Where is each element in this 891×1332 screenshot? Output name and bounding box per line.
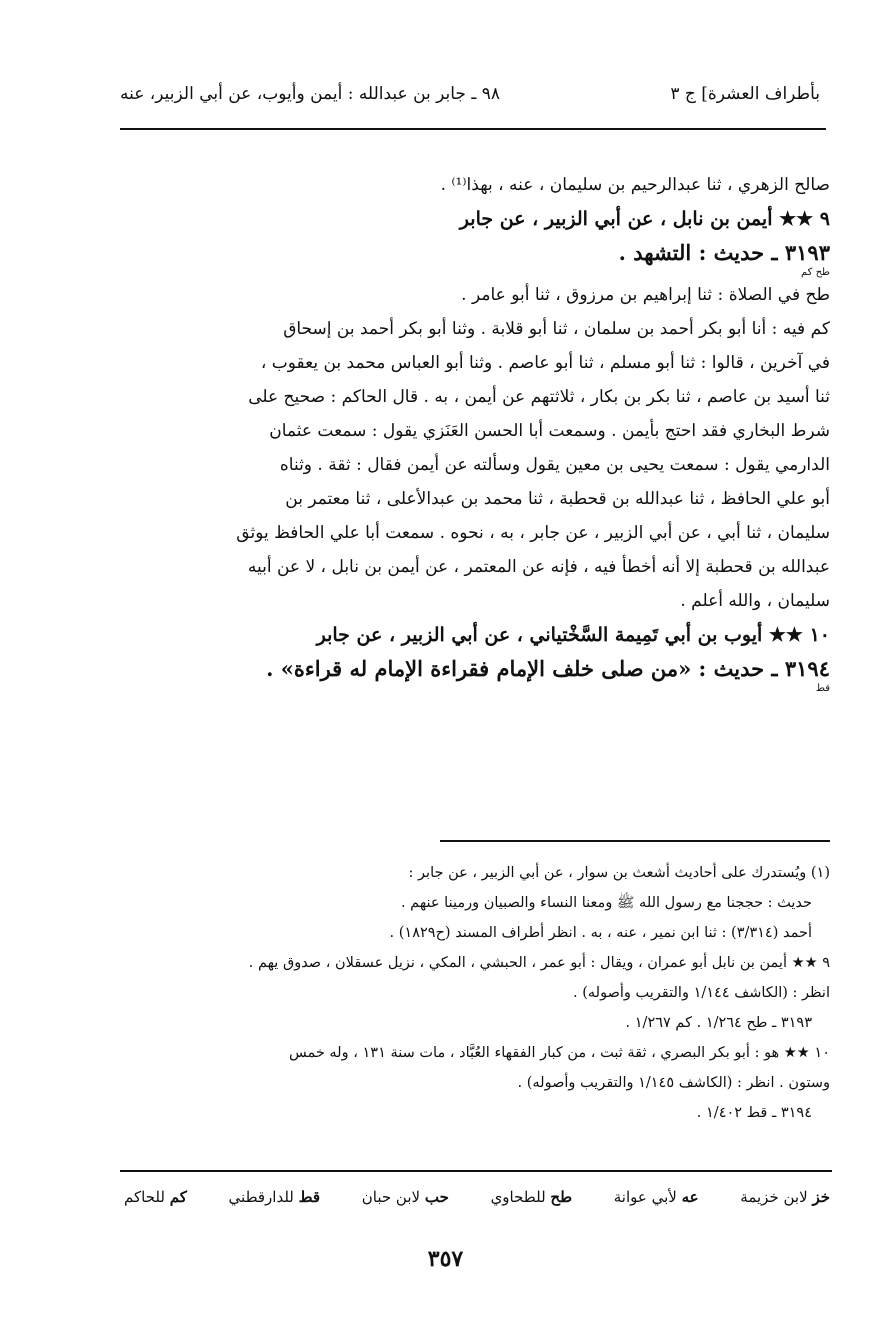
text-line: شرط البخاري فقد احتج بأيمن . وسمعت أبا الحسن العَنَزي يقول : سمعت عثمان [269,421,830,441]
header-divider [120,128,826,130]
text-line: أبو علي الحافظ ، ثنا عبدالله بن قحطبة ، ثنا محمد بن عبدالأعلى ، ثنا معتمر بن [285,489,830,509]
footnote-line: انظر : (الكاشف ١/١٤٤ والتقريب وأصوله) . [573,985,830,1001]
running-header [120,74,820,114]
hadith-3194: ٣١٩٤ ـ حديث : «من صلى خلف الإمام فقراءة الإمام له قراءة» . [266,656,830,681]
source-codes: طح كم [800,267,830,278]
abbreviation-legend [124,1188,830,1206]
footnotes [124,858,830,1128]
source-codes: قط [815,683,830,694]
text-line: طح في الصلاة : ثنا إبراهيم بن مرزوق ، ثنا أبو عامر . [461,285,830,305]
text-line: كم فيه : أنا أبو بكر أحمد بن سلمان ، ثنا أبو قلابة . وثنا أبو بكر أحمد بن إسحاق [283,319,830,339]
narrator-heading-10: ١٠ ★★ أيوب بن أبي تَمِيمة السَّخْتياني ، عن أبي الزبير ، عن جابر [316,624,830,646]
text-line: سليمان ، ثنا أبي ، عن أبي الزبير ، عن جابر ، به ، نحوه . سمعت أبا علي الحافظ يوثق [236,523,830,543]
text-line: صالح الزهري ، ثنا عبدالرحيم بن سليمان ، عنه ، بهذا⁽¹⁾ . [440,175,830,195]
narrator-heading-9: ٩ ★★ أيمن بن نابل ، عن أبي الزبير ، عن جابر [459,208,830,230]
text-line: عبدالله بن قحطبة إلا أنه أخطأ فيه ، فإنه عن المعتمر ، عن أيمن بن نابل ، لا عن أبيه [247,557,830,577]
page-number: ٣٥٧ [427,1246,464,1272]
abbreviation-item: قط للدارقطني [228,1188,321,1206]
text-line: سليمان ، والله أعلم . [680,591,830,611]
footnote-line: ٣١٩٤ ـ قط ١/٤٠٢ . [696,1105,812,1121]
footnote-line: ٣١٩٣ ـ طح ١/٢٦٤ . كم ١/٢٦٧ . [625,1015,812,1031]
footnote-line: (١) ويُستدرك على أحاديث أشعث بن سوار ، عن أبي الزبير ، عن جابر : [408,865,830,881]
footnote-line: أحمد (٣/٣١٤) : ثنا ابن نمير ، عنه ، به . انظر أطراف المسند (ح١٨٢٩) . [389,925,812,941]
header-book-title: بأطراف العشرة] ج ٣ [670,84,820,104]
footnote-line: وستون . انظر : (الكاشف ١/١٤٥ والتقريب وأصوله) . [517,1075,830,1091]
abbreviation-item: خز لابن خزيمة [740,1188,830,1206]
header-chapter-title: ٩٨ ـ جابر بن عبدالله : أيمن وأيوب، عن أبي الزبير، عنه [120,84,500,104]
footnote-divider [440,840,830,842]
footnote-line: حديث : حججنا مع رسول الله ﷺ ومعنا النساء والصبيان ورمينا عنهم . [400,895,812,911]
footnote-line: ١٠ ★★ هو : أبو بكر البصري ، ثقة ثبت ، من كبار الفقهاء العُبَّاد ، مات سنة ١٣١ ، وله خمس [288,1045,830,1061]
text-line: ثنا أسيد بن عاصم ، ثنا بكر بن بكار ، ثلاثتهم عن أيمن ، به . قال الحاكم : صحيح على [248,387,830,407]
abbreviation-item: عه لأبي عوانة [613,1188,699,1206]
abbreviation-item: حب لابن حبان [361,1188,449,1206]
footnote-line: ٩ ★★ أيمن بن نابل أبو عمران ، ويقال : أبو عمر ، الحبشي ، المكي ، نزيل عسقلان ، صدوق يهم . [248,955,830,971]
main-text [124,168,830,694]
hadith-3193: ٣١٩٣ ـ حديث : التشهد . [618,240,830,265]
text-line: الدارمي يقول : سمعت يحيى بن معين يقول وسألته عن أيمن فقال : ثقة . وثناه [279,455,830,475]
abbreviation-item: كم للحاكم [124,1188,187,1206]
text-line: في آخرين ، قالوا : ثنا أبو مسلم ، ثنا أبو عاصم . وثنا أبو العباس محمد بن يعقوب ، [260,353,830,373]
bottom-divider [120,1170,832,1172]
abbreviation-item: طح للطحاوي [490,1188,573,1206]
